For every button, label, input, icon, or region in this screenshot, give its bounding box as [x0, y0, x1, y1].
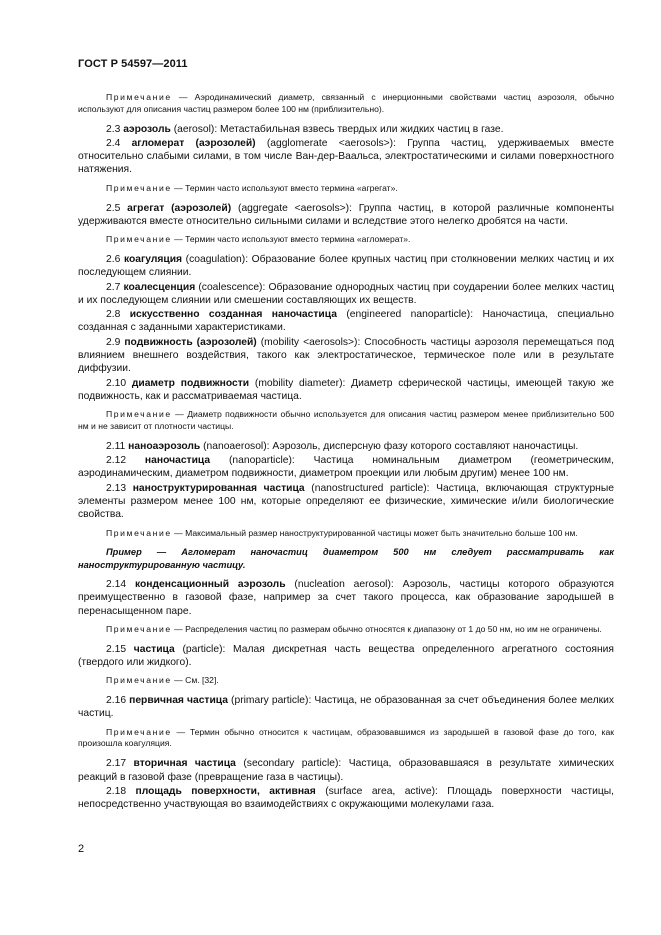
note-paragraph: [78, 727, 614, 751]
definition-term: коагуляция: [123, 253, 183, 265]
document-header: ГОСТ Р 54597—2011: [78, 58, 188, 70]
definition-paragraph: [78, 440, 614, 453]
note-text: — См. [32].: [171, 675, 219, 686]
definition-term: площадь поверхности, активная: [135, 785, 316, 797]
note-paragraph: [78, 234, 614, 246]
definition-term: первичная частица: [129, 695, 228, 707]
definition-text: (nanostructured particle): Частица, включающая структурные элементы размером менее 100 нм, которые определяют ее физические, химические и/или биологические свойства.: [78, 482, 614, 521]
definition-number: 2.10: [106, 377, 127, 389]
page-body: [78, 86, 614, 812]
definition-paragraph: [78, 377, 614, 404]
note-paragraph: [78, 624, 614, 636]
note-paragraph: [78, 675, 614, 687]
definition-paragraph: [78, 308, 614, 335]
note-paragraph: [78, 92, 614, 116]
note-label: Примечание: [106, 234, 172, 245]
definition-number: 2.16: [106, 695, 127, 707]
definition-text: (nucleation aerosol): Аэрозоль, частицы которого образуются преимущественно в газовой фазе, например за счет такого процесса, как образование зародышей в перенасыщенном паре.: [78, 579, 614, 617]
definition-number: 2.3: [106, 123, 121, 135]
note-label: Примечание: [106, 675, 172, 686]
definition-paragraph: [78, 123, 614, 136]
definition-paragraph: [78, 454, 614, 481]
definition-paragraph: [78, 336, 614, 376]
definition-text: (secondary particle): Частица, образовавшаяся в результате химических реакций в газовой фазе (превращение газа в частицы).: [78, 758, 614, 783]
definition-number: 2.4: [106, 137, 121, 149]
definition-text: (surface area, active): Площадь поверхности частицы, непосредственно участвующая во взаимодействиях с окружающими молекулами газа.: [78, 785, 614, 811]
note-text: — Термин обычно относится к частицам, образовавшимся из зародышей в газовой фазе до того, как произошла коагуляция.: [78, 726, 614, 749]
definition-text: (nanoparticle): Частица номинальным диаметром (геометрическим, аэродинамическим, диаметром подвижности, диаметром проекции или любым другим) менее 100 нм.: [78, 455, 614, 480]
definition-number: 2.17: [106, 758, 127, 770]
definition-text: (agglomerate <aerosols>): Группа частиц, удерживаемых вместе относительно слабыми силами, в том числе Ван-дер-Ваальса, электростатическими и силами поверхностного натяжения.: [78, 137, 614, 176]
note-label: Примечание: [106, 726, 172, 737]
definition-text: (mobility diameter): Диаметр сферической частицы, имеющей такую же подвижность, как и рассматриваемая частица.: [78, 377, 614, 402]
definition-term: наноструктурированная частица: [132, 482, 305, 494]
note-paragraph: [78, 183, 614, 195]
definition-text: (primary particle): Частица, не образованная за счет объединения более мелких частиц.: [78, 695, 614, 720]
page-number: 2: [78, 843, 85, 855]
note-paragraph: [78, 528, 614, 540]
definition-term: наночастица: [144, 455, 211, 467]
definition-term: вторичная частица: [133, 758, 236, 770]
note-paragraph: [78, 409, 614, 433]
definition-number: 2.15: [106, 643, 127, 655]
note-text: — Распределения частиц по размерам обычно относятся к диапазону от 1 до 50 нм, но им не ограничены.: [171, 623, 602, 634]
definition-paragraph: [78, 694, 614, 721]
definition-paragraph: [78, 202, 614, 229]
definition-paragraph: [78, 482, 614, 522]
definition-term: коалесценция: [123, 281, 196, 293]
note-text: — Максимальный размер наноструктурированной частицы может быть значительно больше 100 нм.: [171, 527, 578, 538]
definition-term: конденсационный аэрозоль: [134, 579, 286, 590]
note-text: — Диаметр подвижности обычно используется для описания частиц размером менее приблизительно 500 нм и не зависит от плотности частицы.: [78, 409, 614, 432]
definition-text: (coalescence): Образование однородных частиц при соударении более мелких частиц и их последующем слиянии или смешении составляющих их веществ.: [78, 281, 614, 306]
example-paragraph: [78, 546, 614, 571]
definition-number: 2.11: [106, 440, 126, 452]
definition-term: диаметр подвижности: [131, 377, 250, 389]
example-text: Пример — Агломерат наночастиц диаметром 500 нм следует рассматривать как наноструктурированную частицу.: [78, 547, 614, 570]
note-label: Примечание: [106, 409, 172, 420]
definition-number: 2.6: [106, 253, 121, 265]
definition-paragraph: [78, 253, 614, 280]
definition-text: (mobility <aerosols>): Способность частицы аэрозоля перемещаться под влиянием внешнего воздействия, такого как электростатическое, термическое поле или в результате диффузии.: [78, 336, 614, 375]
definition-term: подвижность (аэрозолей): [124, 336, 257, 348]
definition-paragraph: [78, 785, 614, 812]
definition-term: искусственно созданная наночастица: [129, 309, 337, 321]
definition-paragraph: [78, 578, 614, 618]
definition-number: 2.14: [106, 579, 127, 590]
note-text: — Аэродинамический диаметр, связанный с инерционными свойствами частиц аэрозоля, обычно используют для описания частиц размером более 100 нм (приблизительно).: [78, 92, 614, 114]
note-label: Примечание: [106, 527, 172, 538]
definition-text: (coagulation): Образование более крупных частиц при столкновении мелких частиц и их последующем слиянии.: [78, 253, 614, 279]
note-label: Примечание: [106, 92, 172, 102]
note-text: — Термин часто используют вместо термина «агломерат».: [171, 234, 411, 245]
definition-text: (engineered nanoparticle): Наночастица, специально созданная с заданными характеристиками.: [78, 309, 614, 334]
definition-paragraph: [78, 281, 614, 308]
definition-term: аэрозоль: [123, 123, 171, 135]
definition-number: 2.5: [106, 202, 121, 214]
definition-number: 2.12: [106, 455, 127, 467]
definition-paragraph: [78, 643, 614, 670]
definition-number: 2.18: [106, 785, 127, 797]
note-label: Примечание: [106, 623, 172, 634]
definition-paragraph: [78, 137, 614, 177]
definition-term: частица: [133, 643, 175, 655]
definition-text: (aggregate <aerosols>): Группа частиц, в которой различные компоненты удерживаются вместе относительно сильными силами и вследствие этого нелегко дробятся на части.: [78, 202, 614, 227]
note-label: Примечание: [106, 182, 172, 193]
definition-number: 2.8: [106, 309, 121, 321]
note-text: — Термин часто используют вместо термина «агрегат».: [171, 182, 398, 193]
definition-text: (nanoaerosol): Аэрозоль, дисперсную фазу которого составляют наночастицы.: [200, 440, 579, 452]
definition-term: агрегат (аэрозолей): [127, 202, 232, 214]
definition-number: 2.7: [106, 281, 121, 293]
definition-number: 2.9: [106, 336, 121, 348]
definition-text: (aerosol): Метастабильная взвесь твердых или жидких частиц в газе.: [170, 123, 504, 135]
definition-number: 2.13: [106, 482, 127, 494]
definition-text: (particle): Малая дискретная часть вещества определенного агрегатного состояния (твердого или жидкого).: [78, 643, 614, 668]
definition-paragraph: [78, 757, 614, 784]
definition-term: агломерат (аэрозолей): [131, 137, 256, 149]
definition-term: наноаэрозоль: [128, 440, 201, 452]
